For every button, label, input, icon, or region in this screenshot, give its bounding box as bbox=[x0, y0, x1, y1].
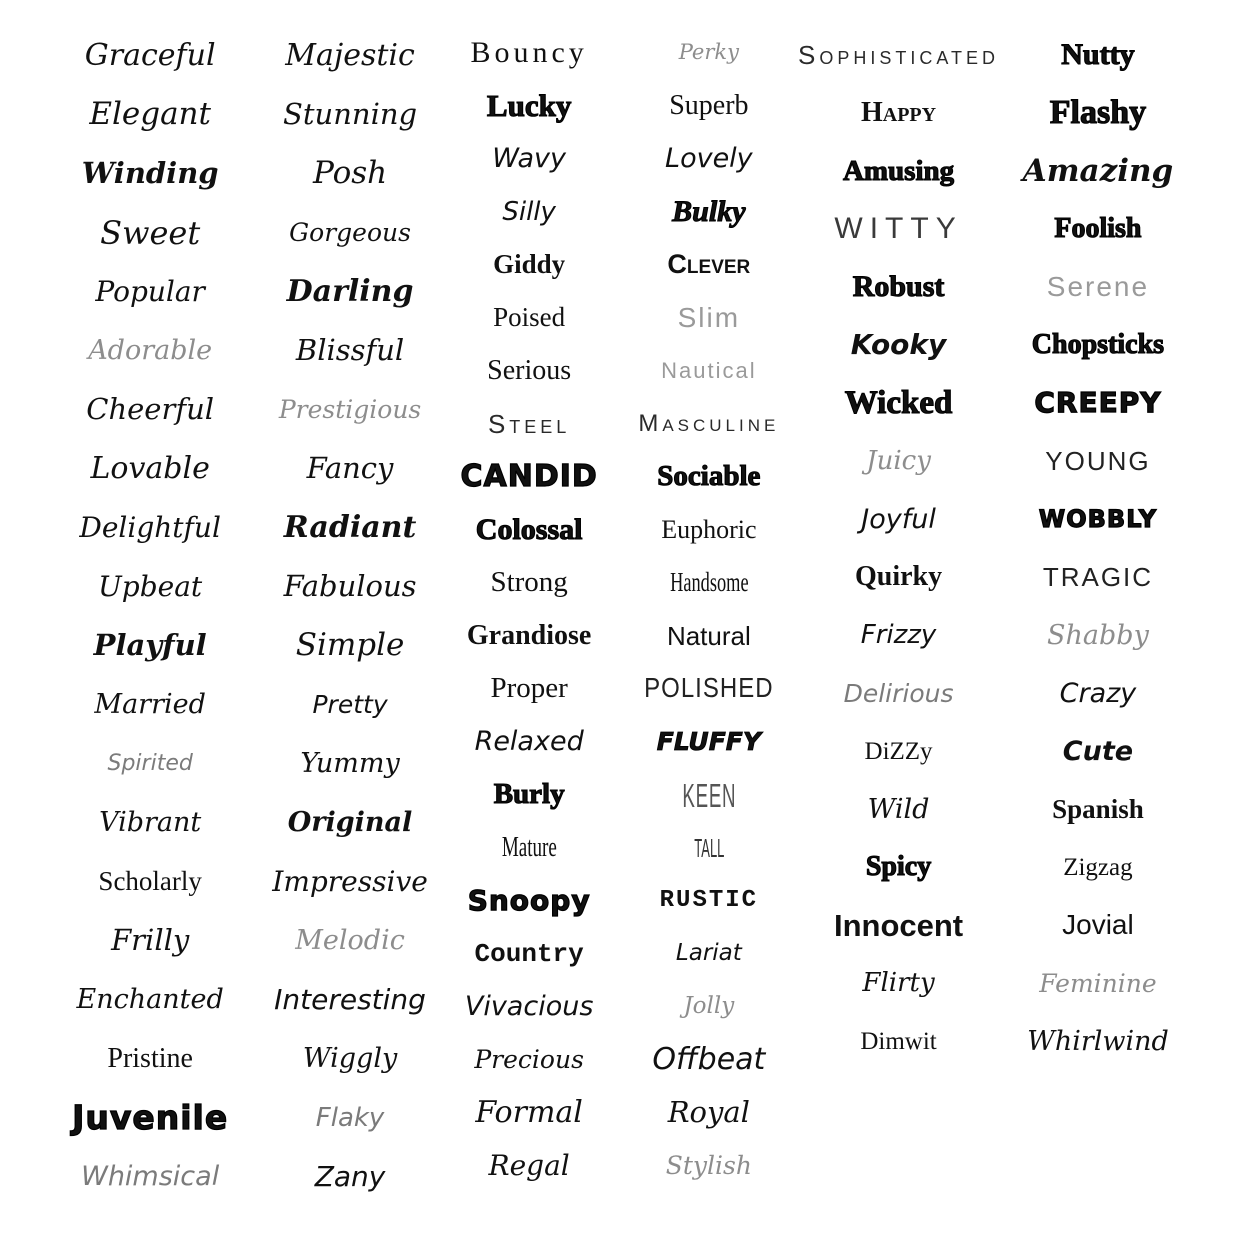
font-sample-word: Zany bbox=[314, 1159, 386, 1193]
font-sample-word: Nutty bbox=[1061, 38, 1135, 71]
font-sample-word: Graceful bbox=[84, 37, 216, 73]
font-sample-word: Formal bbox=[475, 1094, 583, 1130]
font-sample-word: Robust bbox=[852, 270, 945, 303]
font-sample-word: Majestic bbox=[285, 37, 415, 73]
font-sample-word: WOBBLY bbox=[1038, 505, 1158, 533]
font-sample-word: Kooky bbox=[850, 328, 947, 361]
font-sample-word: Lucky bbox=[486, 88, 572, 123]
font-sample-word: Lovely bbox=[665, 143, 753, 174]
font-sample-word: Sweet bbox=[100, 213, 201, 252]
font-sample-word: Snoopy bbox=[467, 883, 591, 917]
font-column-6 bbox=[996, 26, 1248, 1248]
font-sample-word: Yummy bbox=[300, 748, 400, 779]
font-sample-word: Frilly bbox=[111, 923, 190, 957]
font-sample-word: Pristine bbox=[107, 1042, 193, 1074]
font-sample-word: DiZZy bbox=[864, 737, 933, 765]
font-sample-word: Zigzag bbox=[1063, 853, 1133, 881]
font-sample-word: CANDID bbox=[460, 458, 598, 494]
font-sample-word: Country bbox=[474, 938, 584, 969]
font-sample-word: Elegant bbox=[89, 96, 211, 132]
font-sample-word: Precious bbox=[474, 1045, 584, 1074]
font-sample-word: Amusing bbox=[842, 154, 955, 187]
font-sample-word: Clever bbox=[667, 249, 751, 279]
font-column-4 bbox=[617, 26, 802, 1248]
font-sample-word: FLUFFY bbox=[656, 727, 761, 756]
font-sample-word: Simple bbox=[295, 627, 405, 663]
font-sample-word: Frizzy bbox=[860, 620, 937, 650]
font-sample-word: Wavy bbox=[492, 143, 566, 174]
font-sample-word: Fancy bbox=[306, 451, 394, 485]
font-sample-word: Popular bbox=[95, 274, 205, 308]
font-sample-word: KEEN bbox=[681, 775, 736, 814]
font-sample-word: CREEPY bbox=[1034, 386, 1162, 419]
font-sample-word: Quirky bbox=[854, 561, 943, 592]
font-sample-word: Giddy bbox=[493, 249, 566, 279]
font-sample-word: Fabulous bbox=[283, 569, 417, 603]
font-sample-word: Mature bbox=[501, 831, 557, 863]
font-sample-word: POLISHED bbox=[644, 672, 774, 704]
font-sample-word: WITTY bbox=[834, 212, 963, 245]
font-sample-word: Dimwit bbox=[860, 1027, 937, 1055]
font-sample-word: Poised bbox=[493, 302, 566, 332]
font-column-3 bbox=[442, 26, 617, 1248]
font-sample-word: Chopsticks bbox=[1031, 329, 1165, 360]
font-sample-word: Prestigious bbox=[278, 395, 422, 424]
font-sample-word: Flashy bbox=[1049, 94, 1147, 131]
font-sample-word: Blissful bbox=[295, 333, 405, 367]
font-sample-word: Euphoric bbox=[661, 514, 757, 544]
font-sample-word: Serene bbox=[1046, 271, 1150, 302]
font-sample-word: Cute bbox=[1062, 735, 1134, 767]
font-sample-word: Flaky bbox=[315, 1102, 385, 1133]
font-sample-word: Crazy bbox=[1059, 677, 1137, 709]
font-sample-word: Vivacious bbox=[464, 991, 594, 1022]
font-sample-word: Upbeat bbox=[98, 569, 203, 603]
font-sample-word: Playful bbox=[93, 628, 207, 662]
font-sample-word: Royal bbox=[667, 1095, 750, 1129]
font-sample-word: Spicy bbox=[865, 851, 932, 882]
font-sample-word: Jolly bbox=[683, 993, 735, 1019]
font-sample-word: Pretty bbox=[312, 690, 388, 719]
font-sample-word: Slim bbox=[677, 301, 741, 333]
font-sample-word: Wild bbox=[867, 793, 930, 825]
font-sample-word: Stunning bbox=[283, 97, 418, 131]
font-sample-word: Impressive bbox=[272, 864, 428, 898]
font-sample-word: Cheerful bbox=[86, 392, 215, 426]
font-sample-word: Juvenile bbox=[72, 1098, 229, 1137]
font-sample-word: Proper bbox=[490, 672, 568, 704]
font-sample-word: Foolish bbox=[1054, 213, 1142, 244]
font-sample-word: Lariat bbox=[675, 940, 742, 966]
font-sample-word: Enchanted bbox=[76, 984, 224, 1015]
font-column-1 bbox=[0, 26, 258, 1248]
font-sample-word: Feminine bbox=[1039, 968, 1157, 998]
font-sample-word: Joyful bbox=[861, 503, 936, 535]
font-sample-word: TALL bbox=[693, 832, 724, 863]
font-sample-word: Burly bbox=[493, 778, 565, 810]
font-sample-word: Married bbox=[94, 689, 206, 720]
font-sample-word: Strong bbox=[490, 566, 568, 598]
font-sample-word: Happy bbox=[860, 97, 937, 128]
font-sample-word: Colossal bbox=[475, 512, 583, 546]
font-sample-word: YOUNG bbox=[1045, 446, 1151, 476]
font-sample-word: Offbeat bbox=[652, 1041, 766, 1077]
font-sample-word: Bulky bbox=[672, 194, 746, 228]
font-sample-word: Vibrant bbox=[99, 807, 202, 838]
font-sample-word: Whirlwind bbox=[1027, 1025, 1169, 1057]
font-sample-word: Winding bbox=[81, 156, 219, 190]
font-sample-word: Delightful bbox=[79, 510, 221, 544]
font-column-2 bbox=[258, 26, 441, 1248]
font-sample-word: Bouncy bbox=[470, 35, 588, 69]
font-sample-word: Wiggly bbox=[302, 1043, 398, 1074]
font-sample-word: RUSTIC bbox=[659, 886, 759, 914]
font-sample-word: Steel bbox=[487, 408, 571, 439]
font-sample-word: TRAGIC bbox=[1042, 562, 1154, 592]
font-sample-word: Innocent bbox=[833, 907, 964, 943]
font-sample-word: Sociable bbox=[657, 460, 761, 492]
font-sample-word: Posh bbox=[312, 155, 388, 191]
font-sample-word: Juicy bbox=[866, 446, 931, 476]
font-sample-word: Grandiose bbox=[466, 619, 592, 651]
font-sample-word: Serious bbox=[487, 354, 572, 386]
font-sample-word: Delirious bbox=[843, 678, 954, 708]
font-sample-word: Gorgeous bbox=[289, 218, 411, 247]
font-sample-word: Flirty bbox=[862, 968, 935, 998]
font-sample-word: Original bbox=[287, 807, 413, 838]
font-sample-word: Amazing bbox=[1022, 152, 1174, 189]
font-sample-word: Melodic bbox=[295, 925, 405, 956]
font-sample-word: Sophisticated bbox=[798, 40, 1000, 70]
font-sample-word: Darling bbox=[286, 273, 414, 309]
font-sample-word: Adorable bbox=[88, 335, 213, 366]
font-sample-word: Lovable bbox=[90, 450, 210, 486]
font-sample-word: Masculine bbox=[638, 409, 780, 437]
font-sample-word: Radiant bbox=[283, 509, 417, 545]
font-sample-word: Perky bbox=[678, 40, 739, 64]
font-sample-word: Spirited bbox=[107, 750, 193, 776]
font-sample-word: Relaxed bbox=[474, 726, 584, 757]
font-sample-word: Handsome bbox=[669, 567, 749, 597]
font-sample-word: Jovial bbox=[1062, 909, 1134, 940]
font-sample-word: Wicked bbox=[844, 384, 953, 421]
font-sample-word: Spanish bbox=[1052, 793, 1144, 824]
font-column-5 bbox=[798, 26, 1000, 1248]
font-sample-word: Superb bbox=[669, 89, 749, 121]
font-sample-word: Interesting bbox=[274, 982, 426, 1016]
font-sample-word: Stylish bbox=[665, 1151, 752, 1180]
font-sample-word: Natural bbox=[666, 620, 751, 651]
font-sample-word: Scholarly bbox=[98, 866, 202, 896]
font-sample-word: Regal bbox=[488, 1148, 570, 1182]
font-sample-word: Silly bbox=[502, 196, 556, 227]
font-sample-word: Whimsical bbox=[81, 1161, 220, 1192]
font-sample-word: Shabby bbox=[1047, 619, 1149, 651]
font-sample-word: Nautical bbox=[661, 357, 757, 383]
